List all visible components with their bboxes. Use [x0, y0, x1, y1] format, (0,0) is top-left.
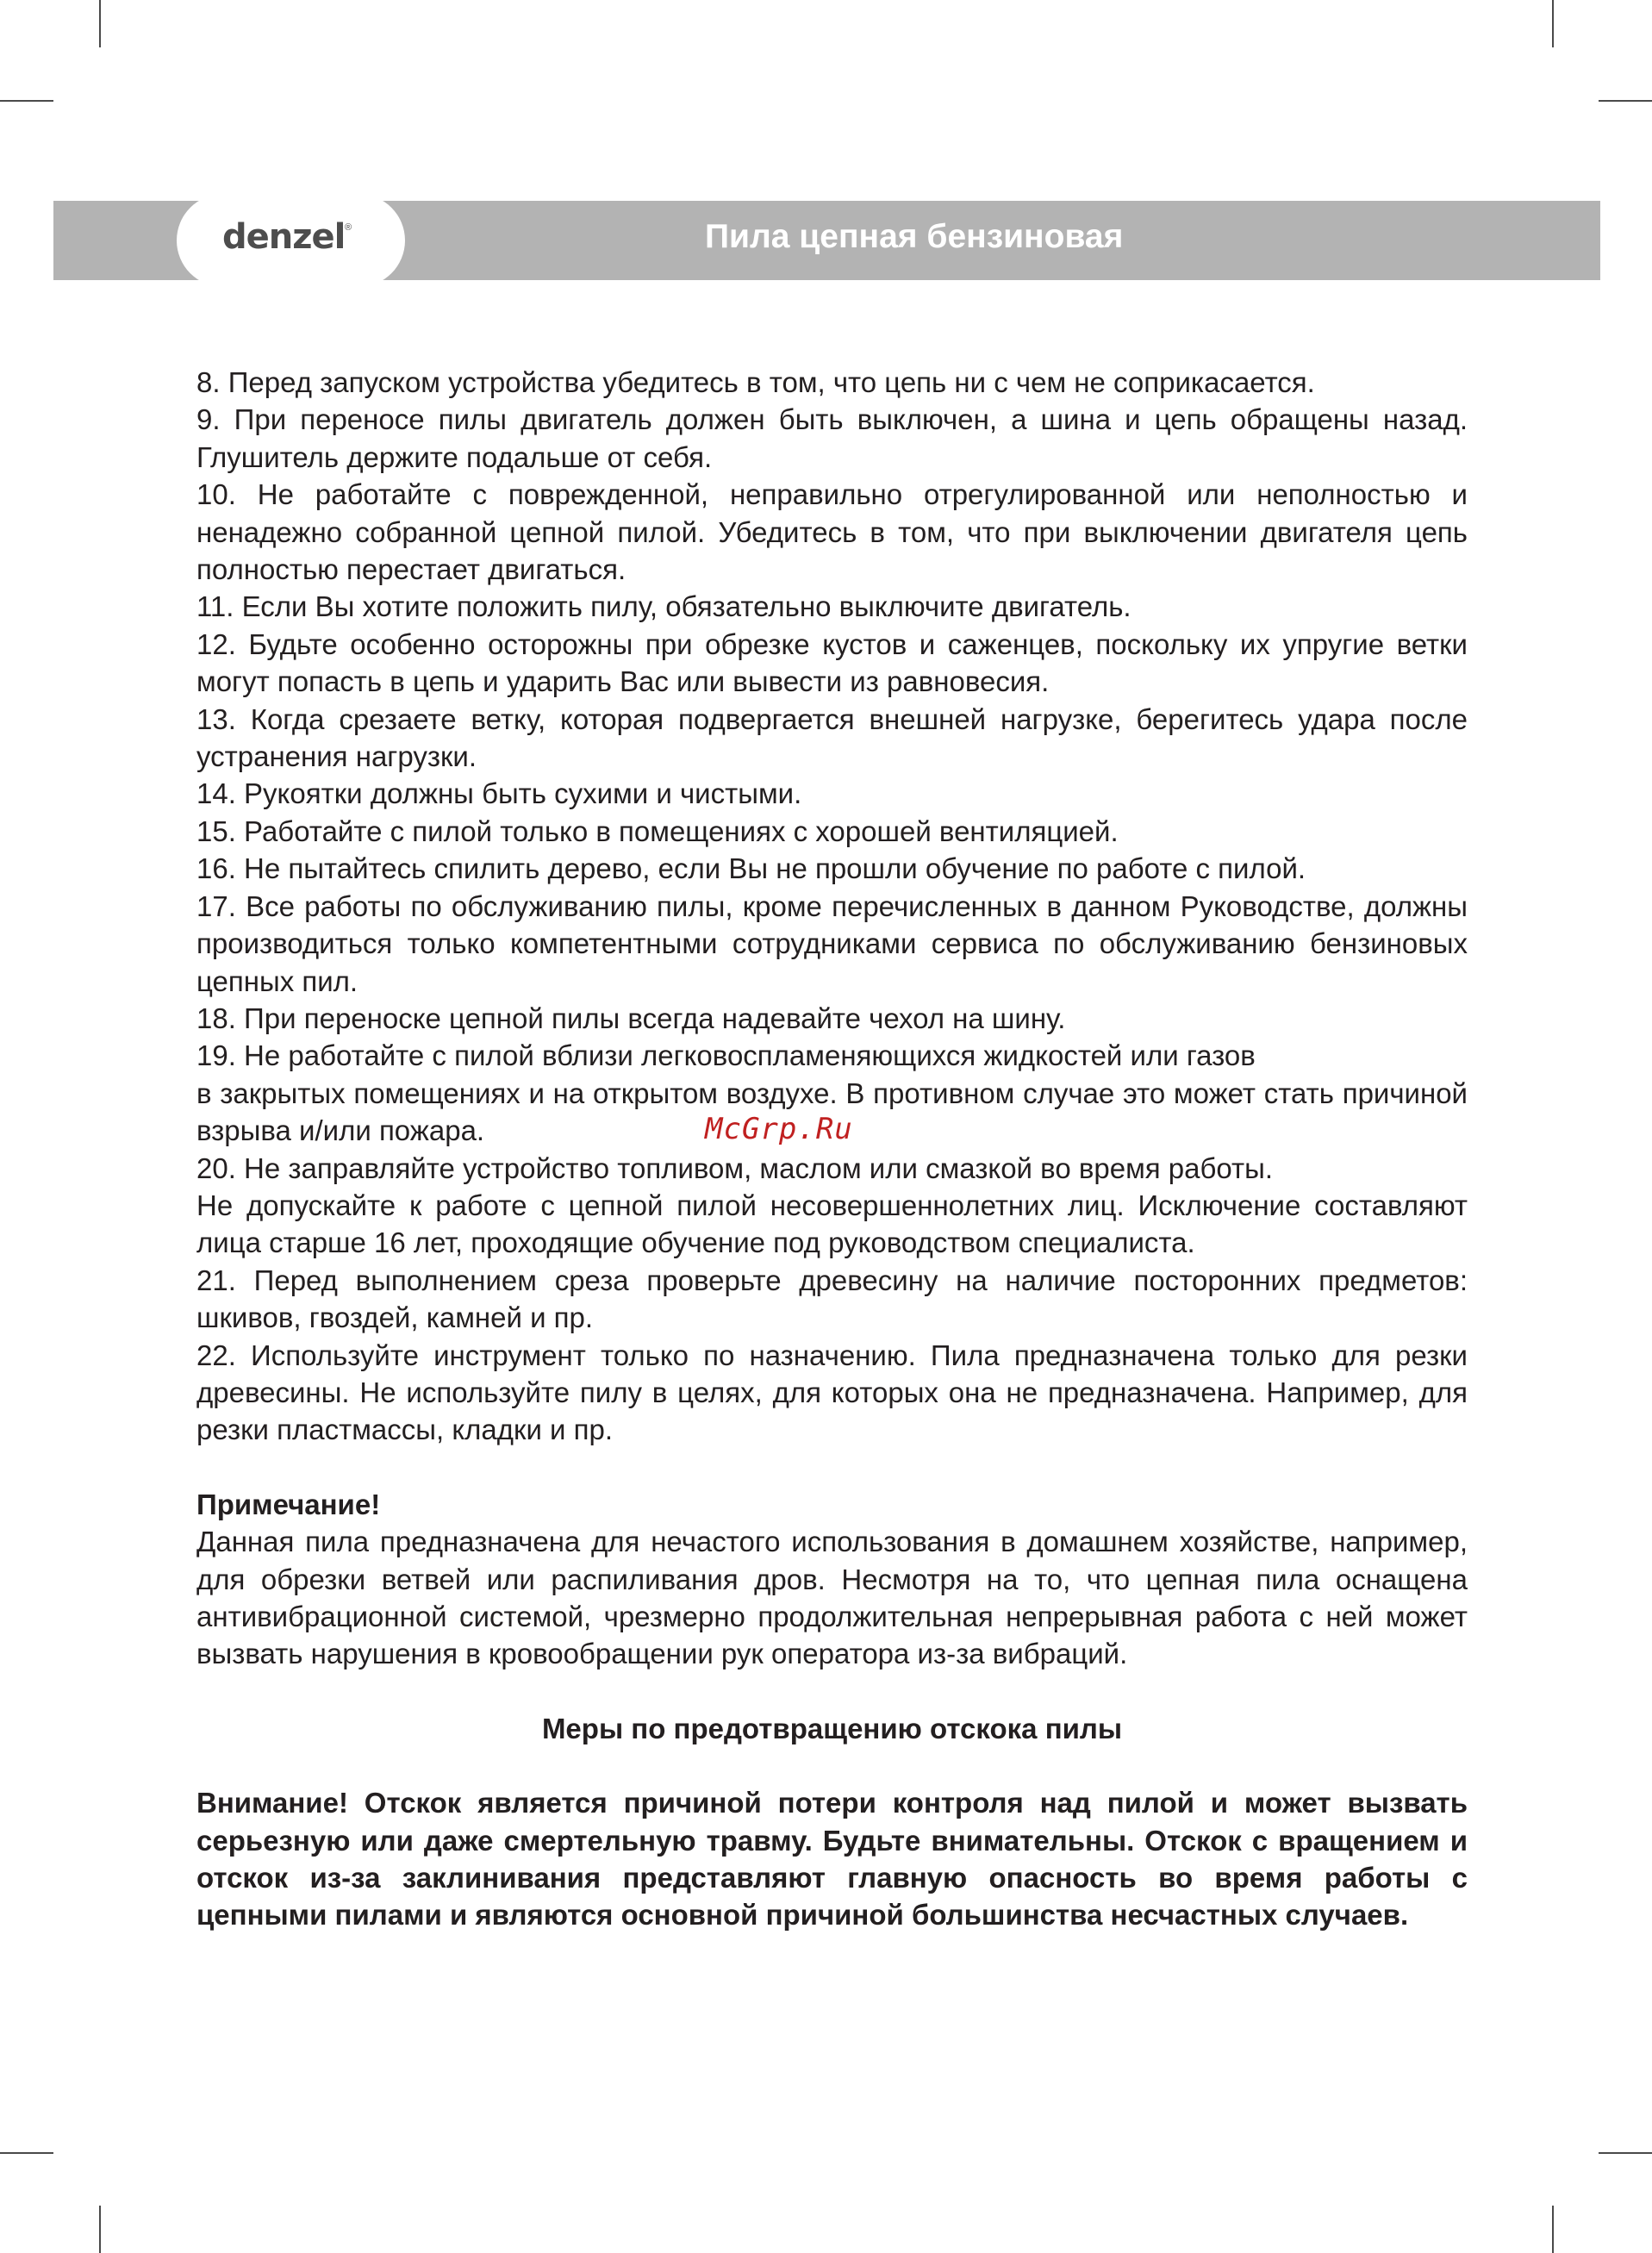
- document-body: [196, 364, 1468, 1934]
- list-item: 9. При переносе пилы двигатель должен быть выключен, а шина и цепь обращены назад. Глушитель держите подальше от себя.: [196, 403, 1468, 473]
- list-item: 10. Не работайте с поврежденной, неправильно отрегулированной или неполностью и ненадежно собранной цепной пилой. Убедитесь в том, что при выключении двигателя цепь полностью перестает двигаться.: [196, 478, 1468, 586]
- crop-mark-top-left-h: [0, 100, 53, 102]
- list-item: 13. Когда срезаете ветку, которая подвергается внешней нагрузке, берегитесь удара после устранения нагрузки.: [196, 702, 1468, 773]
- list-item: 22. Используйте инструмент только по назначению. Пила предназначена только для резки древесины. Не используйте пилу в целях, для которых она не предназначена. Например, для резки пластмассы, кладки и пр.: [196, 1339, 1468, 1446]
- list-item: 18. При переноске цепной пилы всегда надевайте чехол на шину.: [196, 1002, 1066, 1034]
- spacer: [196, 1449, 1468, 1486]
- crop-mark-top-right: [1552, 0, 1554, 47]
- page-title: Пила цепная бензиновая: [705, 218, 1124, 255]
- list-item: 14. Рукоятки должны быть сухими и чистыми.: [196, 777, 802, 810]
- list-item: 8. Перед запуском устройства убедитесь в том, что цепь ни с чем не соприкасается.: [196, 366, 1315, 398]
- crop-mark-bottom-right: [1552, 2206, 1554, 2253]
- list-item-continuation: Не допускайте к работе с цепной пилой несовершеннолетних лиц. Исключение составляют лица старше 16 лет, проходящие обучение под руководством специалиста.: [196, 1189, 1468, 1259]
- spacer: [196, 1747, 1468, 1784]
- list-item: 12. Будьте особенно осторожны при обрезке кустов и саженцев, поскольку их упругие ветки могут попасть в цепь и ударить Вас или вывести из равновесия.: [196, 627, 1468, 698]
- note-text: Данная пила предназначена для нечастого использования в домашнем хозяйстве, например, для обрезки ветвей или распиливания дров. Несмотря на то, что цепная пила оснащена антивибрационной системой, чрезмерно продолжительная непрерывная работа с ней может вызвать нарушения в кровообращении рук оператора из-за вибраций.: [196, 1526, 1468, 1670]
- spacer: [196, 1673, 1468, 1710]
- note-title: Примечание!: [196, 1488, 381, 1520]
- brand-logo: denzel: [222, 217, 346, 257]
- warning-text: Внимание! Отскок является причиной потери контроля над пилой и может вызвать серьезную или даже смертельную травму. Будьте внимательны. Отскок с вращением и отскок из-за заклинивания представляют главную опасность во время работы с цепными пилами и являются основной причиной большинства несчастных случаев.: [196, 1787, 1468, 1932]
- list-item: 11. Если Вы хотите положить пилу, обязательно выключите двигатель.: [196, 590, 1131, 623]
- list-item: 17. Все работы по обслуживанию пилы, кроме перечисленных в данном Руководстве, должны производиться только компетентными сотрудниками сервиса по обслуживанию бензиновых цепных пил.: [196, 889, 1468, 997]
- list-item: 15. Работайте с пилой только в помещениях с хорошей вентиляцией.: [196, 814, 1119, 847]
- list-item: 19. Не работайте с пилой вблизи легковоспламеняющихся жидкостей или газов: [196, 1039, 1256, 1072]
- crop-mark-bottom-left: [99, 2206, 101, 2253]
- watermark: McGrp.Ru: [705, 1112, 853, 1146]
- crop-mark-bottom-right-h: [1599, 2152, 1652, 2154]
- crop-mark-top-right-h: [1599, 100, 1652, 102]
- section-title: Меры по предотвращению отскока пилы: [541, 1712, 1123, 1744]
- registered-mark: ®: [345, 222, 352, 233]
- list-item: 16. Не пытайтесь спилить дерево, если Вы не прошли обучение по работе с пилой.: [196, 852, 1306, 885]
- crop-mark-top-left: [99, 0, 101, 47]
- list-item: 20. Не заправляйте устройство топливом, маслом или смазкой во время работы.: [196, 1151, 1274, 1184]
- list-item: 21. Перед выполнением среза проверьте древесину на наличие посторонних предметов: шкивов, гвоздей, камней и пр.: [196, 1264, 1468, 1334]
- list-item-continuation: в закрытых помещениях и на открытом воздухе. В противном случае это может стать причиной взрыва и/или пожара.: [196, 1077, 1468, 1147]
- crop-mark-bottom-left-h: [0, 2152, 53, 2154]
